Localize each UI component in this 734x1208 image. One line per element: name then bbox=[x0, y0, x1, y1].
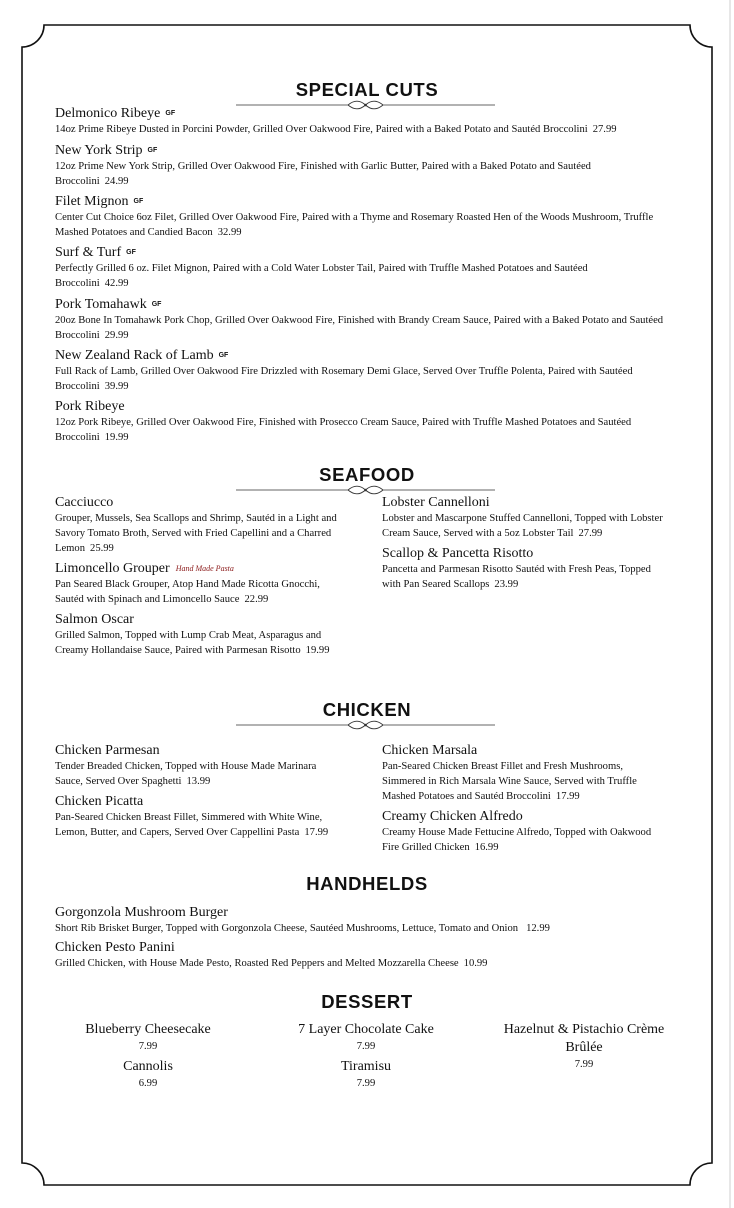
item-description: Grilled Salmon, Topped with Lump Crab Meat, Asparagus and Creamy Hollandaise Sauce, Paired with Parmesan Risotto bbox=[55, 630, 322, 656]
hand-made-pasta-tag: Hand Made Pasta bbox=[175, 564, 234, 573]
item-name: Chicken Marsala bbox=[382, 743, 478, 758]
item-description: Short Rib Brisket Burger, Topped with Gorgonzola Cheese, Sautéed Mushrooms, Lettuce, Tomato and Onion bbox=[55, 923, 519, 934]
item-description: Grilled Chicken, with House Made Pesto, Roasted Red Peppers and Melted Mozzarella Cheese bbox=[55, 958, 459, 969]
item-description: 12oz Pork Ribeye, Grilled Over Oakwood Fire, Finished with Prosecco Cream Sauce, Paired with Truffle Mashed Potatoes and Sautéed Broccolini bbox=[55, 417, 632, 443]
item-name: Tiramisu bbox=[340, 1059, 392, 1074]
item-name: Scallop & Pancetta Risotto bbox=[382, 546, 534, 561]
section-title-chicken: CHICKEN bbox=[322, 699, 412, 720]
item-price: 10.99 bbox=[463, 958, 488, 969]
item-price: 7.99 bbox=[356, 1078, 376, 1089]
menu-item bbox=[55, 398, 670, 445]
menu-item bbox=[55, 611, 340, 658]
item-name: Hazelnut & Pistachio Crème Brûlée bbox=[503, 1022, 665, 1055]
section-title-special-cuts: SPECIAL CUTS bbox=[295, 79, 439, 100]
item-price: 12.99 bbox=[526, 923, 550, 934]
item-description: Lobster and Mascarpone Stuffed Cannelloni, Topped with Lobster Cream Sauce, Served with a 5oz Lobster Tail bbox=[382, 513, 663, 539]
item-description: 12oz Prime New York Strip, Grilled Over Oakwood Fire, Finished with Garlic Butter, Paired with a Baked Potato and Sautéed Broccolini bbox=[55, 161, 591, 187]
dessert-item bbox=[280, 1021, 452, 1055]
item-price: 7.99 bbox=[356, 1041, 376, 1052]
menu-item bbox=[382, 808, 657, 855]
item-price: 7.99 bbox=[574, 1059, 594, 1070]
gluten-free-badge: GF bbox=[126, 249, 136, 256]
item-name: 7 Layer Chocolate Cake bbox=[298, 1022, 434, 1037]
item-name: Chicken Parmesan bbox=[55, 743, 160, 758]
item-price: 29.99 bbox=[104, 330, 129, 341]
item-price: 27.99 bbox=[578, 528, 603, 539]
item-name: Pork Ribeye bbox=[55, 399, 125, 414]
item-price: 17.99 bbox=[555, 791, 580, 802]
menu-item bbox=[55, 193, 655, 240]
item-description: Perfectly Grilled 6 oz. Filet Mignon, Paired with a Cold Water Lobster Tail, Paired with Truffle Mashed Potatoes and Sautéed Broccolini bbox=[55, 263, 588, 289]
item-name: Pork Tomahawk bbox=[55, 297, 147, 312]
menu-item bbox=[55, 560, 343, 607]
item-name: Surf & Turf bbox=[55, 245, 122, 260]
item-name: New York Strip bbox=[55, 143, 143, 158]
item-description: Pan-Seared Chicken Breast Fillet and Fresh Mushrooms, Simmered in Rich Marsala Wine Sauce, Served with Truffle Mashed Potatoes and Sautéd Broccolini bbox=[382, 761, 637, 802]
gluten-free-badge: GF bbox=[218, 352, 229, 359]
item-price: 32.99 bbox=[217, 227, 242, 238]
dessert-item bbox=[68, 1021, 228, 1055]
item-name: New Zealand Rack of Lamb bbox=[55, 348, 214, 363]
item-description: Pancetta and Parmesan Risotto Sautéd with Fresh Peas, Topped with Pan Seared Scallops bbox=[382, 564, 651, 590]
menu-item bbox=[382, 545, 664, 592]
menu-item bbox=[55, 142, 655, 189]
menu-item bbox=[55, 347, 670, 394]
item-price: 39.99 bbox=[104, 381, 129, 392]
item-name: Filet Mignon bbox=[55, 194, 129, 209]
item-price: 17.99 bbox=[304, 827, 329, 838]
item-name: Chicken Pesto Panini bbox=[55, 940, 175, 955]
menu-item bbox=[55, 904, 680, 936]
item-description: Full Rack of Lamb, Grilled Over Oakwood Fire Drizzled with Rosemary Demi Glace, Served Over Truffle Polenta, Paired with Sautéed Broccolini bbox=[55, 366, 633, 392]
item-name: Gorgonzola Mushroom Burger bbox=[55, 905, 228, 920]
gluten-free-badge: GF bbox=[147, 147, 158, 154]
section-title-dessert: DESSERT bbox=[321, 991, 413, 1012]
section-title-seafood: SEAFOOD bbox=[319, 464, 415, 485]
item-description: 14oz Prime Ribeye Dusted in Porcini Powder, Grilled Over Oakwood Fire, Paired with a Baked Potato and Sautéd Broccolini bbox=[55, 124, 588, 135]
dessert-item bbox=[494, 1021, 674, 1073]
item-price: 19.99 bbox=[104, 432, 129, 443]
item-price: 16.99 bbox=[474, 842, 499, 853]
item-description: Center Cut Choice 6oz Filet, Grilled Over Oakwood Fire, Paired with a Thyme and Rosemary Roasted Hen of the Woods Mushroom, Truffle Mashed Potatoes and Candied Bacon bbox=[55, 212, 654, 238]
dessert-item bbox=[88, 1058, 208, 1092]
item-name: Limoncello Grouper bbox=[55, 561, 170, 576]
item-description: Pan-Seared Chicken Breast Fillet, Simmered with White Wine, Lemon, Butter, and Capers, Served Over Cappellini Pasta bbox=[55, 812, 323, 838]
item-name: Salmon Oscar bbox=[55, 612, 134, 627]
menu-item bbox=[55, 296, 675, 343]
menu-item bbox=[55, 494, 343, 556]
item-name: Blueberry Cheesecake bbox=[85, 1022, 211, 1037]
menu-item bbox=[55, 105, 680, 137]
item-price: 27.99 bbox=[592, 124, 617, 135]
item-description: Tender Breaded Chicken, Topped with House Made Marinara Sauce, Served Over Spaghetti bbox=[55, 761, 317, 787]
menu-item bbox=[55, 742, 325, 789]
menu-item bbox=[55, 793, 343, 840]
item-price: 25.99 bbox=[90, 543, 114, 554]
item-price: 24.99 bbox=[104, 176, 129, 187]
gluten-free-badge: GF bbox=[165, 110, 176, 117]
item-name: Delmonico Ribeye bbox=[55, 106, 161, 121]
item-name: Cannolis bbox=[123, 1059, 173, 1074]
item-price: 19.99 bbox=[305, 645, 330, 656]
menu-item bbox=[55, 244, 655, 291]
item-price: 6.99 bbox=[138, 1078, 158, 1089]
item-description: Pan Seared Black Grouper, Atop Hand Made Ricotta Gnocchi, Sautéd with Spinach and Limoncello Sauce bbox=[55, 579, 320, 605]
item-price: 22.99 bbox=[244, 594, 269, 605]
menu-item bbox=[55, 939, 680, 971]
item-description: 20oz Bone In Tomahawk Pork Chop, Grilled Over Oakwood Fire, Finished with Brandy Cream Sauce, Paired with a Baked Potato and Sautéed Broccolini bbox=[55, 315, 664, 341]
ornament-divider bbox=[236, 720, 495, 730]
item-description: Creamy House Made Fettucine Alfredo, Topped with Oakwood Fire Grilled Chicken bbox=[382, 827, 652, 853]
item-price: 23.99 bbox=[494, 579, 519, 590]
item-price: 42.99 bbox=[104, 278, 129, 289]
section-title-handhelds: HANDHELDS bbox=[306, 873, 428, 894]
item-price: 13.99 bbox=[186, 776, 211, 787]
item-description: Grouper, Mussels, Sea Scallops and Shrimp, Sautéd in a Light and Savory Tomato Broth, Served with Fried Capellini and a Charred Lemon bbox=[55, 513, 337, 554]
item-name: Chicken Picatta bbox=[55, 794, 144, 809]
menu-item bbox=[382, 494, 674, 541]
gluten-free-badge: GF bbox=[151, 301, 162, 308]
item-price: 7.99 bbox=[138, 1041, 158, 1052]
menu-item bbox=[382, 742, 664, 804]
gluten-free-badge: GF bbox=[133, 198, 144, 205]
dessert-item bbox=[306, 1058, 426, 1092]
item-name: Creamy Chicken Alfredo bbox=[382, 809, 523, 824]
item-name: Lobster Cannelloni bbox=[382, 495, 490, 510]
item-name: Cacciucco bbox=[55, 495, 114, 510]
